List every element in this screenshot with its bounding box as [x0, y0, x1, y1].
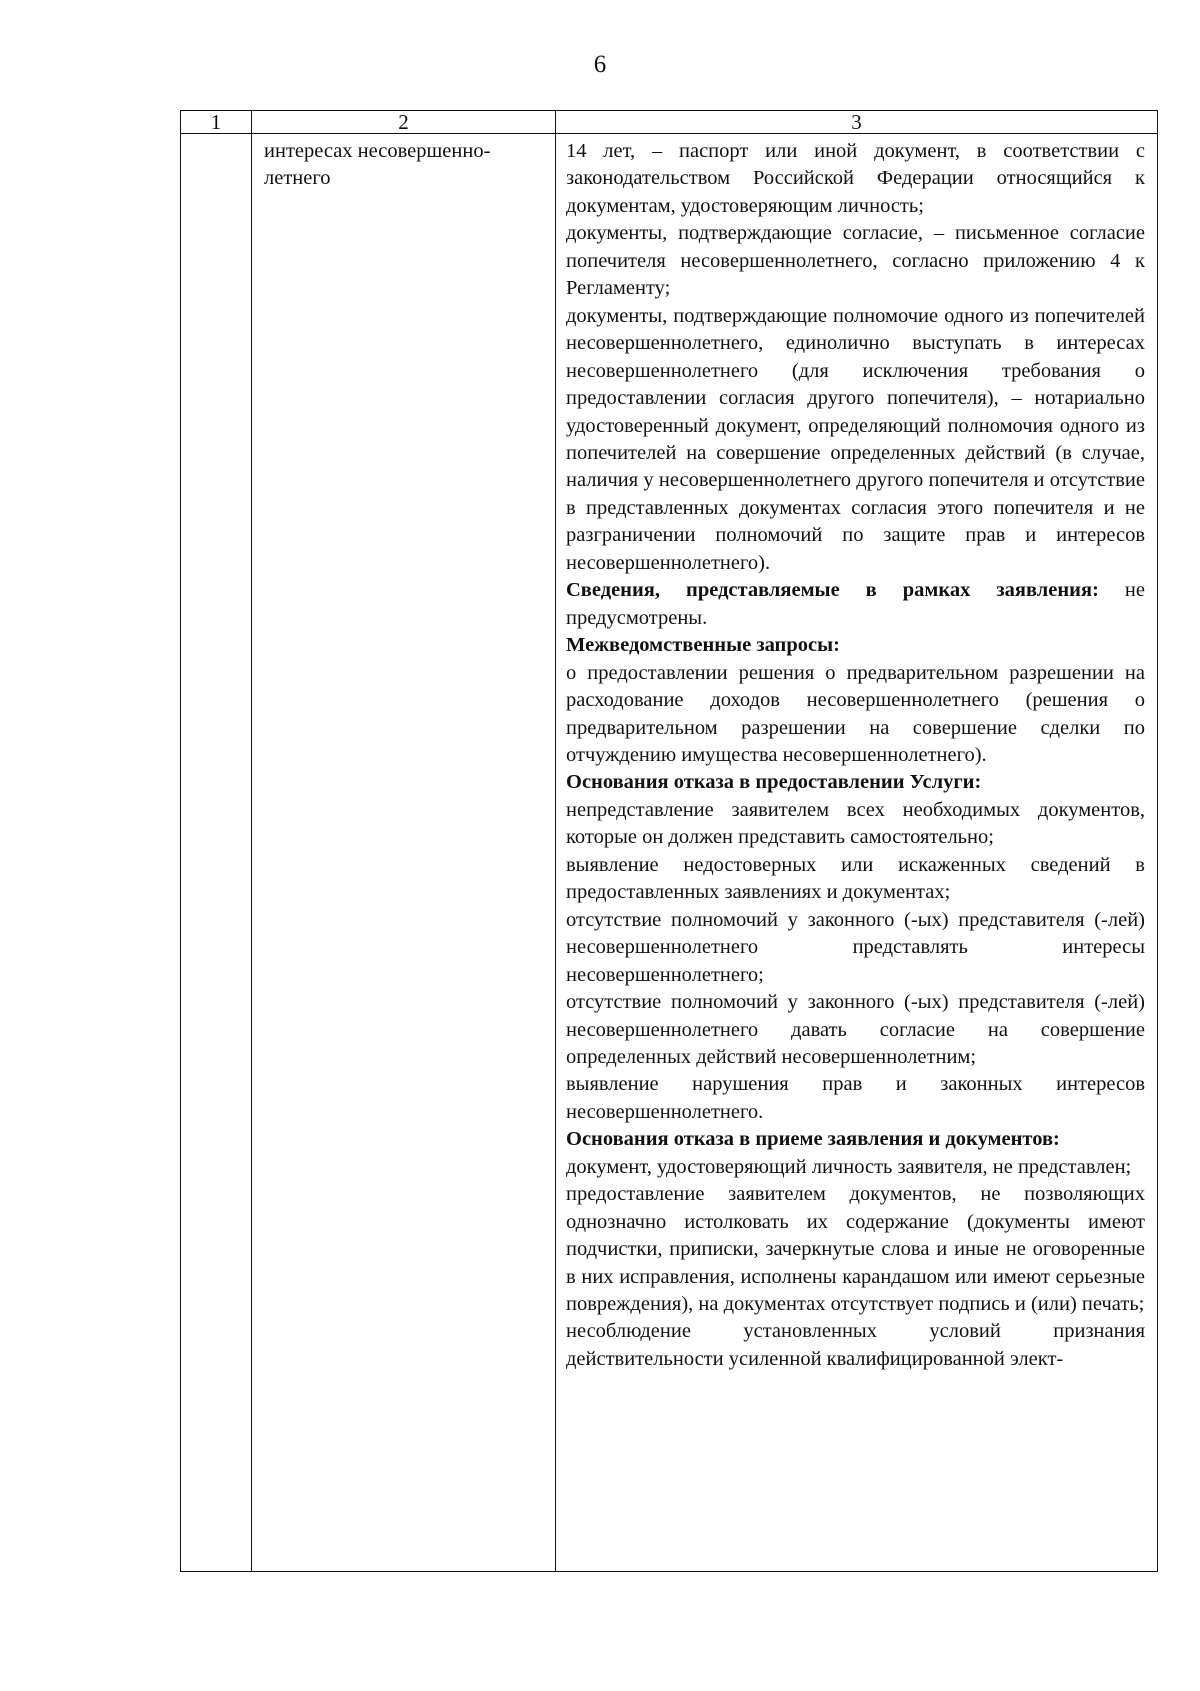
- paragraph-text: выявление недостоверных или искаженных сведений в предоставленных заявлениях и документах;: [566, 853, 1145, 904]
- cell-col-3: [556, 134, 1158, 1572]
- section-heading: Сведения, представляемые в рамках заявления:: [566, 579, 1099, 602]
- paragraph-text: документы, подтверждающие согласие, – письменное согласие попечителя несовершеннолетнего, согласно приложению 4 к Регламенту;: [566, 222, 1145, 300]
- cell-col-3-text: [556, 134, 1157, 1373]
- page-number: 6: [593, 51, 607, 78]
- paragraph-text: 14 лет, – паспорт или иной документ, в соответствии с законодательством Российской Федерации относящийся к документам, удостоверяющим личность;: [566, 140, 1145, 217]
- paragraph: [566, 1318, 1145, 1373]
- table-header-row: [181, 111, 1158, 134]
- section-heading: Основания отказа в предоставлении Услуги:: [566, 771, 982, 794]
- section-paragraph: [566, 769, 1145, 796]
- paragraph: [566, 989, 1145, 1071]
- document-table: [180, 110, 1158, 1572]
- paragraph-text: отсутствие полномочий у законного (-ых) представителя (-лей) несовершеннолетнего давать согласие на совершение определенных действий несовершеннолетним;: [566, 991, 1145, 1068]
- paragraph-text: несоблюдение установленных условий признания действительности усиленной квалифицированной элект-: [566, 1320, 1145, 1370]
- paragraph: [566, 1071, 1145, 1126]
- header-col-3: 3: [556, 111, 1158, 134]
- paragraph: [566, 303, 1145, 578]
- table-row: [181, 134, 1158, 1572]
- section-paragraph: [566, 632, 1145, 659]
- paragraph: [566, 907, 1145, 989]
- paragraph: [566, 1154, 1145, 1181]
- paragraph-text: о предоставлении решения о предварительном разрешении на расходование доходов несовершеннолетнего (решения о предварительном разрешении на совершение сделки по отчуждению имущества несовершеннолетнего).: [566, 661, 1145, 766]
- section-paragraph: [566, 1126, 1145, 1153]
- paragraph: [566, 852, 1145, 907]
- paragraph-text: предоставление заявителем документов, не позволяющих однозначно истолковать их содержание (документы имеют подчистки, приписки, зачеркнутые слова и иные не оговоренные в них исправления, исполнены карандашом или имеют серьезные повреждения), на документах отсутствует подпись и (или) печать;: [566, 1183, 1145, 1316]
- cell-col-2: [252, 134, 556, 1572]
- paragraph-text: отсутствие полномочий у законного (-ых) представителя (-лей) несовершеннолетнего представлять интересы несовершеннолетнего;: [566, 908, 1145, 986]
- header-col-2: 2: [252, 111, 556, 134]
- section-heading: Межведомственные запросы:: [566, 634, 840, 657]
- paragraph-text: выявление нарушения прав и законных интересов несовершеннолетнего.: [566, 1073, 1145, 1123]
- cell-col-1: [181, 134, 252, 1572]
- paragraph-text: не предусмотрены.: [566, 579, 1146, 629]
- paragraph: [566, 660, 1145, 770]
- paragraph: [566, 220, 1145, 302]
- paragraph: [566, 138, 1145, 220]
- paragraph: [566, 1181, 1145, 1318]
- paragraph-text: документ, удостоверяющий личность заявителя, не представлен;: [566, 1155, 1132, 1178]
- paragraph: [566, 797, 1145, 852]
- cell-col-2-text: интересах несовершенно-летнего: [264, 140, 491, 189]
- paragraph-text: непредставление заявителем всех необходимых документов, которые он должен представить самостоятельно;: [566, 798, 1145, 849]
- header-col-1: 1: [181, 111, 252, 134]
- section-paragraph: [566, 577, 1145, 632]
- paragraph-text: документы, подтверждающие полномочие одного из попечителей несовершеннолетнего, единолично выступать в интересах несовершеннолетнего (для исключения требования о предоставлении согласия другого попечителя), – нотариально удостоверенный документ, определяющий полномочия одного из попечителей на совершение определенных действий (в случае, наличия у несовершеннолетнего другого попечителя и отсутствие в представленных документах согласия этого попечителя и не разграничении полномочий по защите прав и интересов несовершеннолетнего).: [566, 304, 1145, 574]
- section-heading: Основания отказа в приеме заявления и документов:: [566, 1128, 1060, 1151]
